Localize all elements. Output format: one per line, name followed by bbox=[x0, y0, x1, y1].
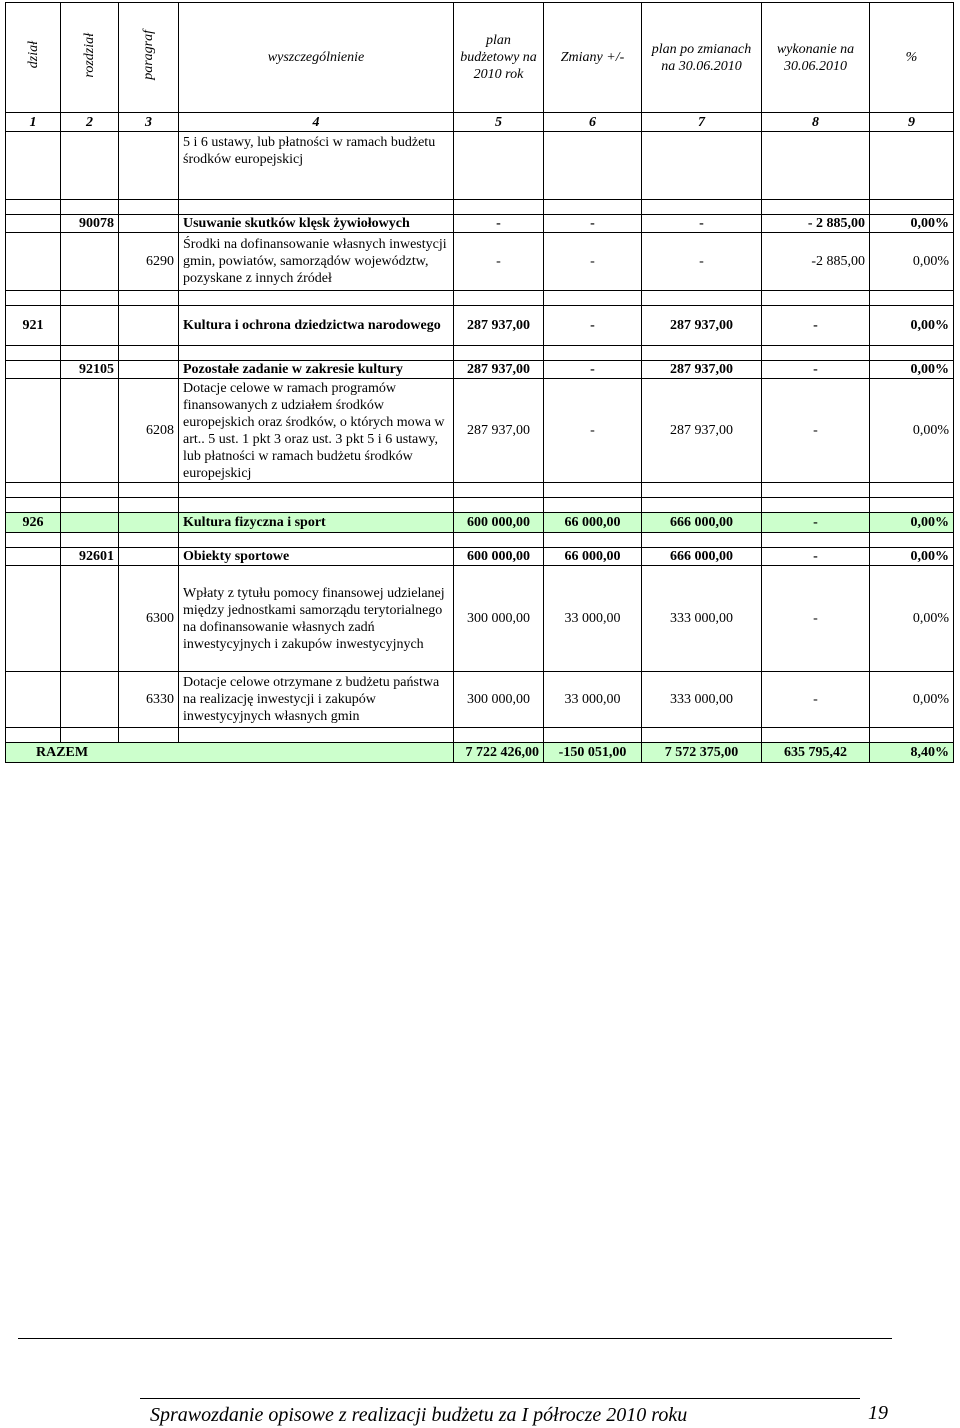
wykonanie-value: - 2 885,00 bbox=[762, 215, 870, 233]
procent-value: 0,00% bbox=[870, 361, 954, 379]
plan-po-value: 287 937,00 bbox=[642, 361, 762, 379]
header-rozdzial: rozdział bbox=[61, 3, 119, 113]
col-num: 7 bbox=[642, 113, 762, 132]
table-row bbox=[6, 233, 954, 291]
procent-value: 0,00% bbox=[870, 672, 954, 728]
table-row bbox=[6, 672, 954, 728]
spacer-row bbox=[6, 483, 954, 498]
footer-divider bbox=[18, 1338, 892, 1339]
zmiany-value: - bbox=[544, 215, 642, 233]
zmiany-value: 33 000,00 bbox=[544, 672, 642, 728]
dzial-code: 926 bbox=[6, 513, 61, 533]
header-dzial: dział bbox=[6, 3, 61, 113]
plan-po-value: - bbox=[642, 233, 762, 291]
footer-underline bbox=[140, 1398, 860, 1399]
col-num: 8 bbox=[762, 113, 870, 132]
plan-po-value: 666 000,00 bbox=[642, 548, 762, 566]
zmiany-value: 33 000,00 bbox=[544, 566, 642, 672]
page-number: 19 bbox=[868, 1402, 888, 1424]
total-row bbox=[6, 743, 954, 763]
wykonanie-value: - bbox=[762, 548, 870, 566]
rozdzial-code: 92601 bbox=[61, 548, 119, 566]
table-row bbox=[6, 513, 954, 533]
procent-value: 0,00% bbox=[870, 306, 954, 346]
col-num: 3 bbox=[119, 113, 179, 132]
row-description: Środki na dofinansowanie własnych inwestycji gmin, powiatów, samorządów województw, pozyskane z innych źródeł bbox=[179, 233, 454, 291]
procent-value: 0,00% bbox=[870, 379, 954, 483]
row-description: Dotacje celowe w ramach programów finansowanych z udziałem środków europejskich oraz środków, o których mowa w art.. 5 ust. 1 pkt 3 oraz ust. 3 pkt 5 i 6 ustawy, lub płatności w ramach budżetu środków europejskicj bbox=[179, 379, 454, 483]
plan-value: - bbox=[454, 233, 544, 291]
header-procent: % bbox=[870, 3, 954, 113]
spacer-row bbox=[6, 200, 954, 215]
zmiany-value: -150 051,00 bbox=[544, 743, 642, 763]
plan-value: 300 000,00 bbox=[454, 672, 544, 728]
plan-value: 600 000,00 bbox=[454, 513, 544, 533]
wykonanie-value: - bbox=[762, 513, 870, 533]
wykonanie-value: -2 885,00 bbox=[762, 233, 870, 291]
plan-value: 600 000,00 bbox=[454, 548, 544, 566]
plan-value: 287 937,00 bbox=[454, 361, 544, 379]
table-row bbox=[6, 306, 954, 346]
header-paragraf: paragraf bbox=[119, 3, 179, 113]
col-num: 5 bbox=[454, 113, 544, 132]
plan-value: 287 937,00 bbox=[454, 306, 544, 346]
table-row bbox=[6, 361, 954, 379]
plan-value: - bbox=[454, 215, 544, 233]
paragraf-code: 6290 bbox=[119, 233, 179, 291]
col-num: 4 bbox=[179, 113, 454, 132]
plan-po-value: 333 000,00 bbox=[642, 566, 762, 672]
procent-value: 0,00% bbox=[870, 215, 954, 233]
zmiany-value: - bbox=[544, 379, 642, 483]
paragraf-code: 6300 bbox=[119, 566, 179, 672]
wykonanie-value: 635 795,42 bbox=[762, 743, 870, 763]
table-row bbox=[6, 548, 954, 566]
header-plan-po: plan po zmianach na 30.06.2010 bbox=[642, 3, 762, 113]
plan-po-value: 287 937,00 bbox=[642, 379, 762, 483]
row-description: Dotacje celowe otrzymane z budżetu państwa na realizację inwestycji i zakupów inwestycyjnych własnych gmin bbox=[179, 672, 454, 728]
row-description: 5 i 6 ustawy, lub płatności w ramach budżetu środków europejskicj bbox=[179, 132, 454, 200]
plan-value: 300 000,00 bbox=[454, 566, 544, 672]
row-description: Wpłaty z tytułu pomocy finansowej udzielanej między jednostkami samorządu terytorialnego na dofinansowanie własnych zadń inwestycyjnych i zakupów inwestycyjnych bbox=[179, 566, 454, 672]
procent-value: 0,00% bbox=[870, 566, 954, 672]
plan-po-value: 7 572 375,00 bbox=[642, 743, 762, 763]
col-num: 1 bbox=[6, 113, 61, 132]
rozdzial-code: 92105 bbox=[61, 361, 119, 379]
table-row bbox=[6, 379, 954, 483]
row-description: Kultura fizyczna i sport bbox=[179, 513, 454, 533]
header-wykonanie: wykonanie na 30.06.2010 bbox=[762, 3, 870, 113]
spacer-row bbox=[6, 728, 954, 743]
wykonanie-value: - bbox=[762, 672, 870, 728]
spacer-row bbox=[6, 533, 954, 548]
wykonanie-value: - bbox=[762, 361, 870, 379]
column-number-row bbox=[6, 113, 954, 132]
rozdzial-code: 90078 bbox=[61, 215, 119, 233]
plan-po-value: - bbox=[642, 215, 762, 233]
row-description: Obiekty sportowe bbox=[179, 548, 454, 566]
plan-value: 287 937,00 bbox=[454, 379, 544, 483]
plan-po-value: 666 000,00 bbox=[642, 513, 762, 533]
col-num: 2 bbox=[61, 113, 119, 132]
spacer-row bbox=[6, 291, 954, 306]
zmiany-value: - bbox=[544, 233, 642, 291]
col-num: 6 bbox=[544, 113, 642, 132]
paragraf-code: 6330 bbox=[119, 672, 179, 728]
zmiany-value: 66 000,00 bbox=[544, 548, 642, 566]
header-plan: plan budżetowy na 2010 rok bbox=[454, 3, 544, 113]
header-wyszczegolnienie: wyszczególnienie bbox=[179, 3, 454, 113]
procent-value: 0,00% bbox=[870, 513, 954, 533]
zmiany-value: - bbox=[544, 306, 642, 346]
footer-title: Sprawozdanie opisowe z realizacji budżetu za I półrocze 2010 roku bbox=[150, 1404, 688, 1426]
wykonanie-value: - bbox=[762, 379, 870, 483]
procent-value: 0,00% bbox=[870, 233, 954, 291]
wykonanie-value: - bbox=[762, 306, 870, 346]
procent-value: 8,40% bbox=[870, 743, 954, 763]
row-description: Pozostałe zadanie w zakresie kultury bbox=[179, 361, 454, 379]
header-row bbox=[6, 3, 954, 113]
header-zmiany: Zmiany +/- bbox=[544, 3, 642, 113]
procent-value: 0,00% bbox=[870, 548, 954, 566]
total-label: RAZEM bbox=[6, 743, 454, 763]
col-num: 9 bbox=[870, 113, 954, 132]
plan-value: 7 722 426,00 bbox=[454, 743, 544, 763]
table-row bbox=[6, 215, 954, 233]
table-row bbox=[6, 566, 954, 672]
wykonanie-value: - bbox=[762, 566, 870, 672]
zmiany-value: - bbox=[544, 361, 642, 379]
row-description: Usuwanie skutków klęsk żywiołowych bbox=[179, 215, 454, 233]
spacer-row bbox=[6, 346, 954, 361]
paragraf-code: 6208 bbox=[119, 379, 179, 483]
table-row bbox=[6, 132, 954, 200]
zmiany-value: 66 000,00 bbox=[544, 513, 642, 533]
row-description: Kultura i ochrona dziedzictwa narodowego bbox=[179, 306, 454, 346]
spacer-row bbox=[6, 498, 954, 513]
dzial-code: 921 bbox=[6, 306, 61, 346]
plan-po-value: 287 937,00 bbox=[642, 306, 762, 346]
budget-table bbox=[5, 2, 954, 763]
plan-po-value: 333 000,00 bbox=[642, 672, 762, 728]
